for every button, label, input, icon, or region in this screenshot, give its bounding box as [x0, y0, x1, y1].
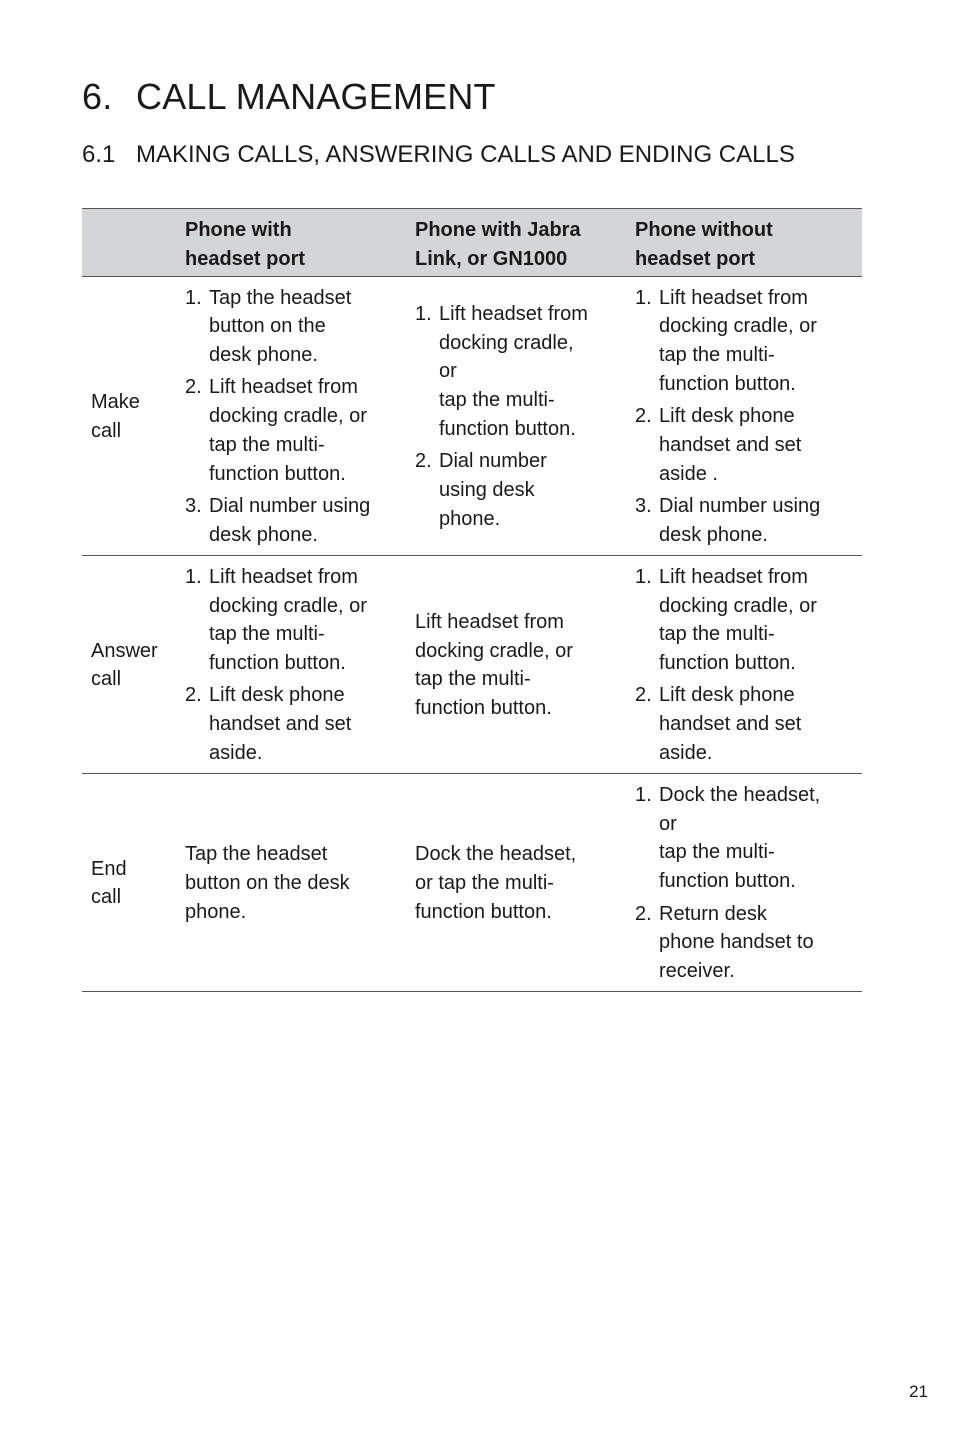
header-empty-cell [82, 209, 175, 277]
table-header [82, 209, 862, 277]
row-label: Answer call [82, 555, 175, 773]
table-cell: Tap the headset button on the desk phone. [175, 773, 405, 991]
step-item: 3. Dial number using desk phone. [185, 495, 371, 546]
chapter-title: CALL MANAGEMENT [136, 76, 496, 117]
step-item: 2. Return desk phone handset to receiver. [635, 902, 814, 983]
step-item: 1. Lift headset from docking cradle, or tap the multi- function button. [185, 565, 367, 675]
section-title [82, 139, 795, 171]
step-item: 2. Lift headset from docking cradle, or tap the multi- function button. [185, 376, 367, 485]
step-item: 1. Lift headset from docking cradle, or tap the multi- function button. [635, 565, 817, 675]
step-list [185, 284, 397, 550]
table-row-make-call [82, 276, 862, 555]
table-cell [625, 773, 862, 991]
step-item: 2. Dial number using desk phone. [415, 450, 547, 530]
call-management-table [82, 208, 862, 992]
step-list [635, 284, 854, 550]
table-cell [175, 276, 405, 555]
table-cell [175, 555, 405, 773]
table-row-answer-call [82, 555, 862, 773]
step-list [415, 300, 617, 534]
page-title [82, 74, 496, 120]
step-item: 2. Lift desk phone handset and set aside . [635, 405, 802, 485]
chapter-number: 6. [82, 76, 113, 117]
section-number: 6.1 [82, 141, 116, 168]
table-cell: Lift headset from docking cradle, or tap the multi- function button. [405, 555, 625, 773]
header-phone-without-headset-port: Phone without headset port [625, 209, 862, 277]
table-body [82, 276, 862, 991]
header-phone-with-headset-port: Phone with headset port [175, 209, 405, 277]
header-phone-with-jabra-link: Phone with Jabra Link, or GN1000 [405, 209, 625, 277]
step-list [635, 781, 854, 986]
table-row-end-call [82, 773, 862, 991]
section-title-text: MAKING CALLS, ANSWERING CALLS AND ENDING CALLS [136, 141, 795, 168]
table-cell: Dock the headset, or tap the multi- function button. [405, 773, 625, 991]
step-item: 1. Dock the headset, or tap the multi- function button. [635, 783, 821, 893]
step-item: 1. Tap the headset button on the desk phone. [185, 286, 352, 367]
table-cell [625, 555, 862, 773]
step-item: 1. Lift headset from docking cradle, or tap the multi- function button. [635, 286, 817, 395]
step-list [185, 563, 397, 768]
table-cell [625, 276, 862, 555]
page-number: 21 [909, 1382, 928, 1401]
step-item: 3. Dial number using desk phone. [635, 495, 821, 546]
step-list [635, 563, 854, 768]
row-label: Make call [82, 276, 175, 555]
step-item: 1. Lift headset from docking cradle, or tap the multi- function button. [415, 302, 588, 440]
step-item: 2. Lift desk phone handset and set aside. [635, 684, 802, 765]
row-label: End call [82, 773, 175, 991]
table-cell [405, 276, 625, 555]
step-item: 2. Lift desk phone handset and set aside. [185, 684, 352, 765]
table-header-row [82, 209, 862, 277]
